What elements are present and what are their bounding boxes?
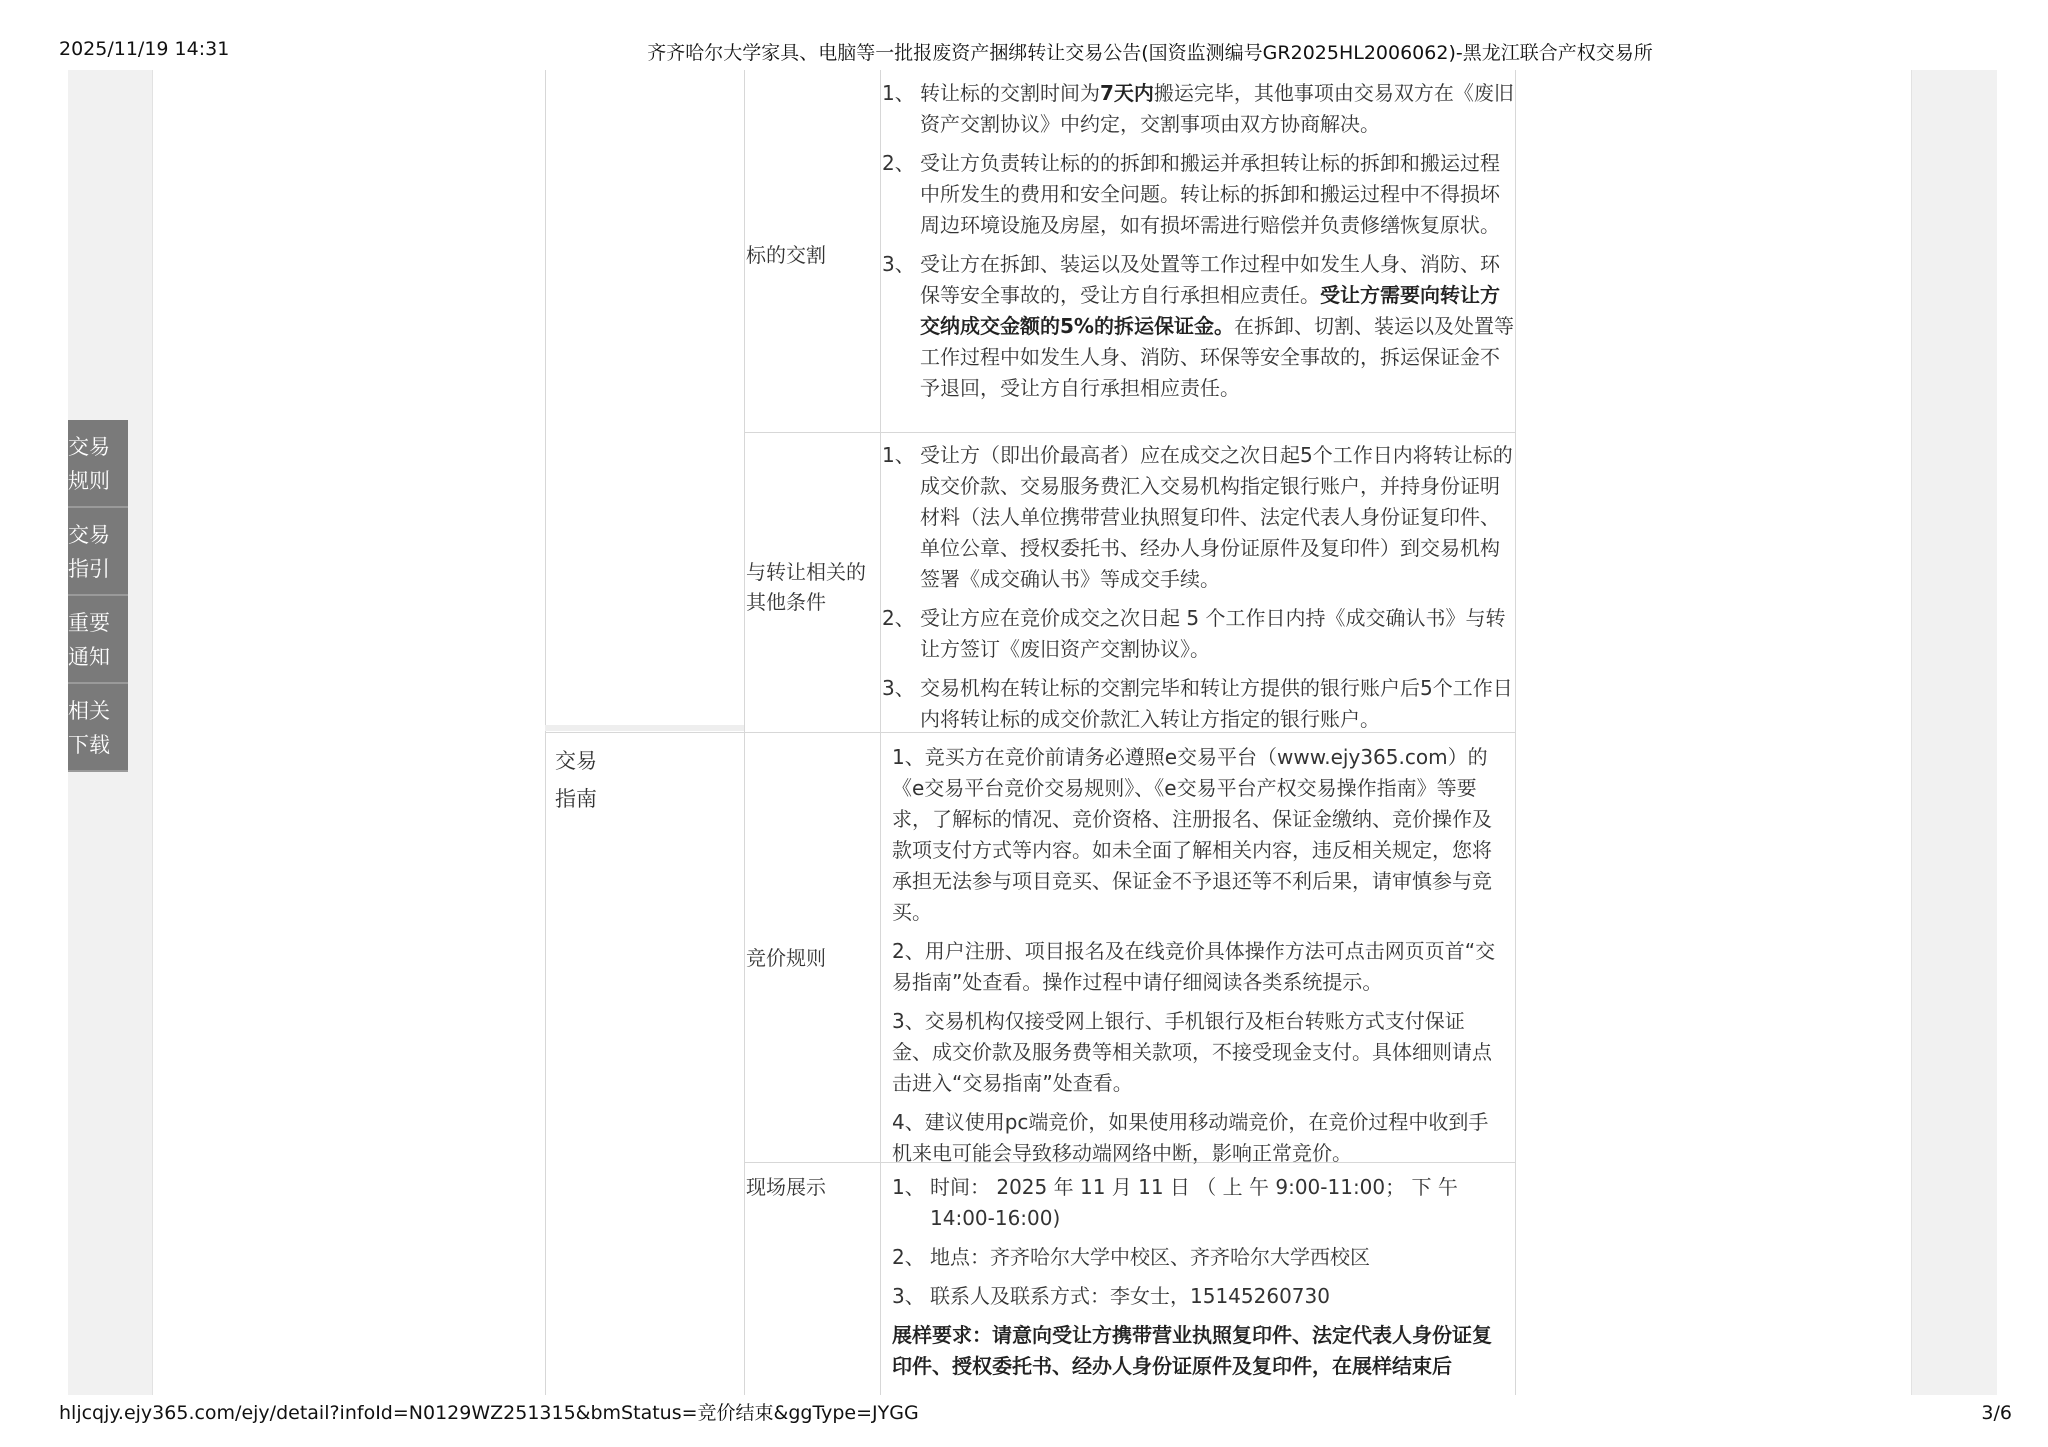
side-nav-label-line1: 重要 [68, 611, 110, 635]
side-nav [68, 420, 128, 772]
rule-paragraph: 4、建议使用pc端竞价，如果使用移动端竞价，在竞价过程中收到手机来电可能会导致移动端网络中断，影响正常竞价。 [892, 1110, 1489, 1165]
list-item [882, 249, 1516, 404]
category-label-line2: 指南 [555, 787, 597, 811]
item-number: 2、 [892, 1245, 925, 1269]
table-border [744, 432, 1516, 433]
side-nav-downloads[interactable] [68, 684, 128, 772]
item-number: 3、 [882, 676, 915, 700]
item-number: 2、 [882, 151, 915, 175]
side-nav-trading-rules[interactable] [68, 420, 128, 508]
list-item [882, 440, 1516, 595]
item-text: 联系人及联系方式：李女士，15145260730 [930, 1284, 1330, 1308]
item-number: 3、 [892, 1284, 925, 1308]
item-text: 地点：齐齐哈尔大学中校区、齐齐哈尔大学西校区 [930, 1245, 1370, 1269]
row-separator [545, 725, 744, 731]
print-url: hljcqjy.ejy365.com/ejy/detail?infoId=N0129WZ251315&bmStatus=竞价结束&ggType=JYGG [59, 1402, 919, 1424]
item-text: 受让方应在竞价成交之次日起 5 个工作日内持《成交确认书》与转让方签订《废旧资产交割协议》。 [920, 606, 1506, 661]
side-nav-label-line1: 相关 [68, 699, 110, 723]
list-item [892, 1281, 1504, 1312]
side-nav-label-line1: 交易 [68, 435, 110, 459]
item-text: 受让方（即出价最高者）应在成交之次日起5个工作日内将转让标的成交价款、交易服务费汇入交易机构指定银行账户，并持身份证明材料（法人单位携带营业执照复印件、法定代表人身份证复印件、单位公章、授权委托书、经办人身份证原件及复印件）到交易机构签署《成交确认书》等成交手续。 [920, 443, 1513, 591]
item-number: 3、 [882, 252, 915, 276]
rule-paragraph: 3、交易机构仅接受网上银行、手机银行及柜台转账方式支付保证金、成交价款及服务费等相关款项，不接受现金支付。具体细则请点击进入“交易指南”处查看。 [892, 1009, 1492, 1095]
row-label-other-conditions: 与转让相关的其他条件 [746, 560, 866, 614]
category-label-line1: 交易 [555, 749, 597, 773]
other-conditions-content [882, 440, 1516, 743]
item-text: 在拆卸、切割、装运以及处置等工作过程中如发生人身、消防、环保等安全事故的，拆运保证金不予退回，受让方自行承担相应责任。 [920, 314, 1514, 400]
display-requirements: 展样要求：请意向受让方携带营业执照复印件、法定代表人身份证复印件、授权委托书、经办人身份证原件及复印件，在展样结束后 [892, 1323, 1492, 1378]
item-number: 1、 [892, 1175, 925, 1199]
category-trading-guide [545, 742, 744, 818]
side-nav-important-notice[interactable] [68, 596, 128, 684]
item-number: 1、 [882, 443, 915, 467]
delivery-content [882, 78, 1516, 412]
list-item [882, 673, 1516, 735]
row-label-delivery: 标的交割 [746, 243, 826, 267]
list-item [882, 78, 1516, 140]
item-text: 交易机构在转让标的交割完毕和转让方提供的银行账户后5个工作日内将转让标的成交价款汇入转让方指定的银行账户。 [920, 676, 1513, 731]
rule-paragraph: 2、用户注册、项目报名及在线竞价具体操作方法可点击网页页首“交易指南”处查看。操作过程中请仔细阅读各类系统提示。 [892, 939, 1496, 994]
item-text: 时间： 2025 年 11 月 11 日 （ 上 午 9:00-11:00； 下 午 14:00-16:00) [930, 1175, 1458, 1230]
side-nav-label-line2: 指引 [68, 557, 110, 581]
row-label-onsite-display: 现场展示 [746, 1175, 826, 1199]
item-text: 受让方在拆卸、装运以及处置等工作过程中如发生人身、消防、环保等安全事故的，受让方自行承担相应责任。 [920, 252, 1500, 307]
right-gutter [1911, 70, 1997, 1395]
side-nav-label-line2: 规则 [68, 469, 110, 493]
item-number: 1、 [882, 81, 915, 105]
bidding-rules-content [882, 742, 1516, 1177]
rule-paragraph: 1、竞买方在竞价前请务必遵照e交易平台（www.ejy365.com）的《e交易平台竞价交易规则》、《e交易平台产权交易操作指南》等要求，了解标的情况、竞价资格、注册报名、保证金缴纳、竞价操作及款项支付方式等内容。如未全面了解相关内容，违反相关规定，您将承担无法参与项目竞买、保证金不予退还等不利后果，请审慎参与竞买。 [892, 745, 1492, 924]
side-nav-label-line2: 下载 [68, 733, 110, 757]
print-page-title: 齐齐哈尔大学家具、电脑等一批报废资产捆绑转让交易公告(国资监测编号GR2025HL2006062)-黑龙江联合产权交易所 [647, 42, 1653, 64]
item-text: 搬运完毕，其他事项由交易双方在《废旧资产交割协议》中约定，交割事项由双方协商解决。 [920, 81, 1514, 136]
list-item [892, 1172, 1504, 1234]
list-item [882, 603, 1516, 665]
print-page-number: 3/6 [1981, 1402, 2012, 1424]
side-nav-label-line1: 交易 [68, 523, 110, 547]
item-text: 受让方负责转让标的的拆卸和搬运并承担转让标的拆卸和搬运过程中所发生的费用和安全问题。转让标的拆卸和搬运过程中不得损坏周边环境设施及房屋，如有损坏需进行赔偿并负责修缮恢复原状。 [920, 151, 1500, 237]
item-text-bold: 7天内 [1100, 81, 1154, 105]
print-datetime: 2025/11/19 14:31 [59, 38, 230, 60]
row-label-bidding-rules: 竞价规则 [746, 946, 826, 970]
item-text-bold: 受让方需要向转让方交纳成交金额的5%的拆运保证金。 [920, 283, 1500, 338]
item-text: 转让标的交割时间为 [920, 81, 1100, 105]
side-nav-label-line2: 通知 [68, 645, 110, 669]
side-nav-trading-guide[interactable] [68, 508, 128, 596]
item-number: 2、 [882, 606, 915, 630]
announcement-table [545, 70, 1516, 1395]
onsite-display-content [882, 1172, 1516, 1382]
list-item [882, 148, 1516, 241]
list-item [892, 1242, 1504, 1273]
